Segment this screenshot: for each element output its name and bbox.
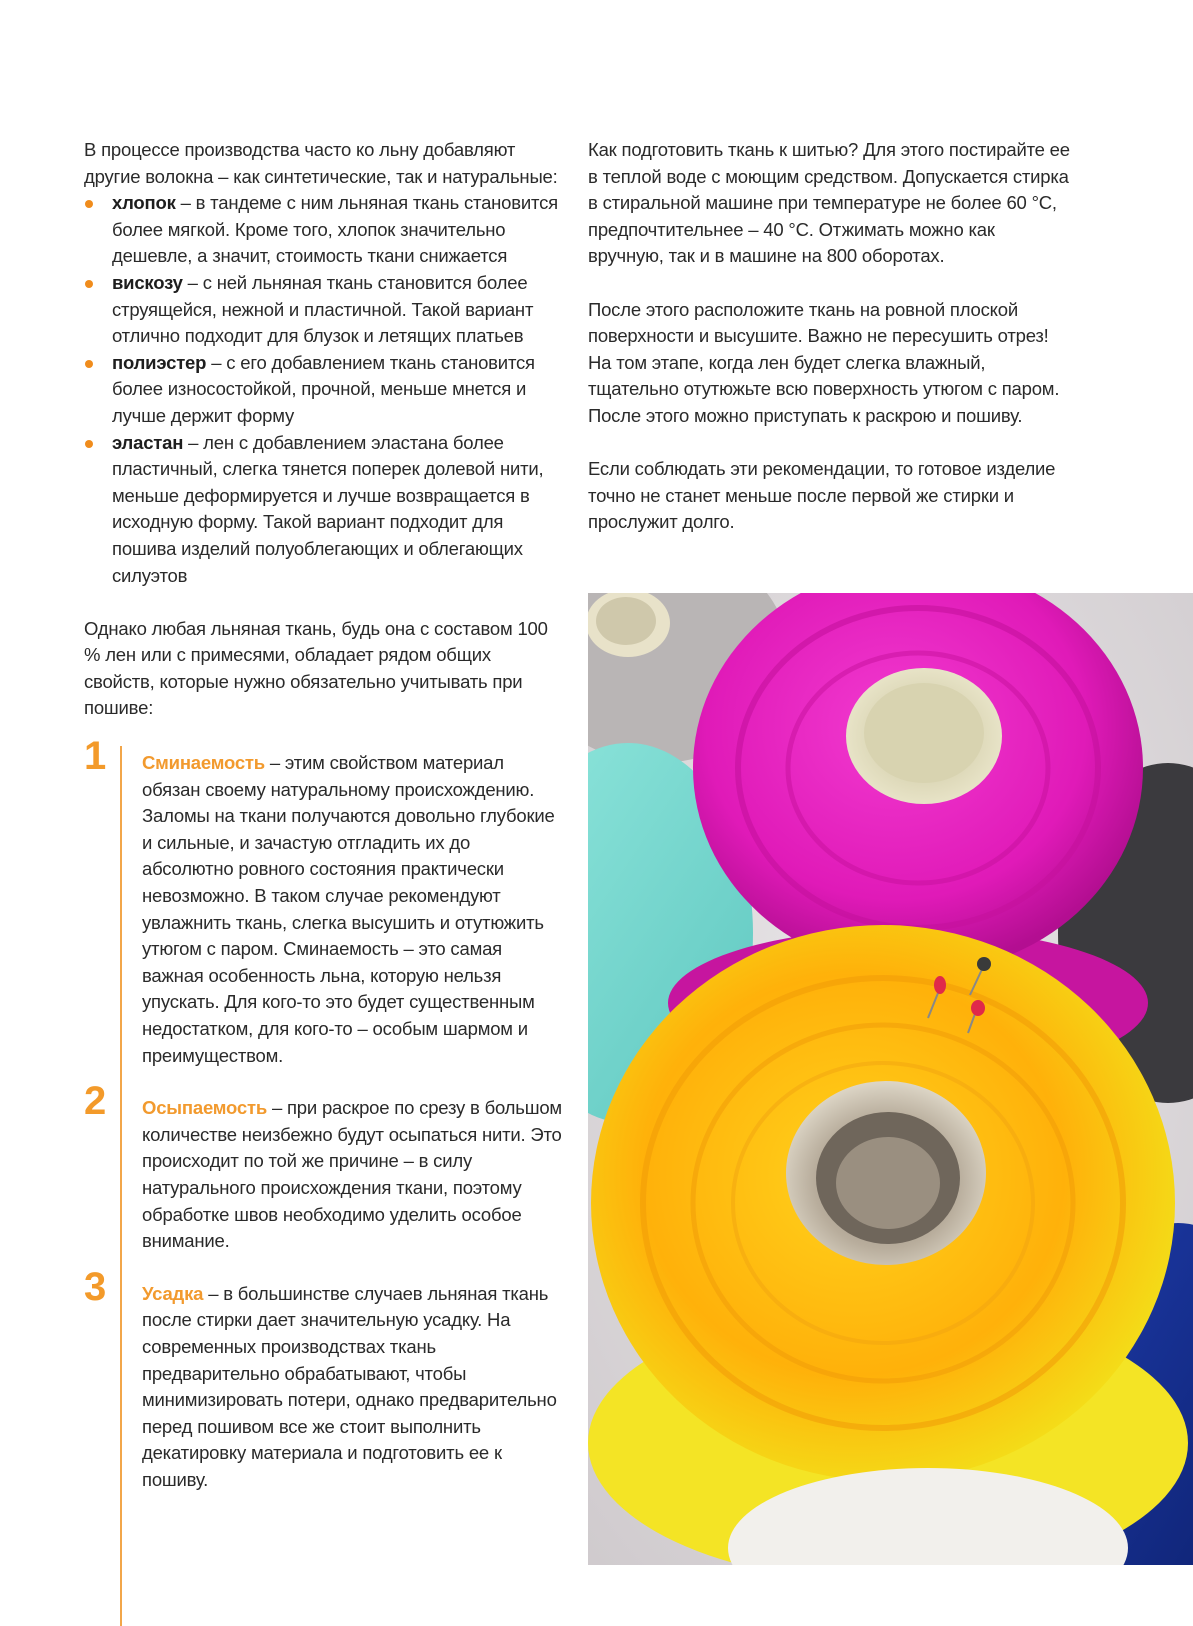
bullet-text: – с его добавлением ткань становится более износостойкой, прочной, меньше мнется и лучше держит форму (112, 351, 535, 426)
list-item (84, 430, 562, 590)
property-term: Усадка (142, 1282, 204, 1304)
bullet-term: вискозу (112, 271, 183, 293)
properties-intro: Однако любая льняная ткань, будь она с составом 100 % лен или с примесями, обладает рядом общих свойств, которые нужно обязательно учитывать при пошиве: (84, 617, 548, 719)
property-number: 2 (84, 1079, 107, 1124)
property-text: – в большинстве случаев льняная ткань после стирки дает значительную усадку. На современных производствах ткань предварительно обрабатывают, чтобы минимизировать потери, однако предварительно перед пошивом все же стоит выполнить декатировку материала и подготовить ее к пошиву. (142, 1282, 557, 1490)
property-item (84, 734, 562, 1069)
bullet-text: – в тандеме с ним льняная ткань становится более мягкой. Кроме того, хлопок значительно дешевле, а значит, стоимость ткани снижается (112, 192, 558, 267)
bullet-term: эластан (112, 431, 184, 453)
bullet-icon (85, 360, 93, 368)
conclusion-paragraph: Если соблюдать эти рекомендации, то готовое изделие точно не станет меньше после первой же стирки и прослужит долго. (588, 458, 1056, 533)
list-item (84, 190, 562, 270)
bullet-icon (85, 280, 93, 288)
list-item (84, 350, 562, 430)
property-number: 1 (84, 734, 107, 779)
property-text: – при раскрое по срезу в большом количестве неизбежно будут осыпаться нити. Это происходит по той же причине – в силу натурального происхождения ткани, поэтому обработке швов необходимо уделить особое внимание. (142, 1097, 562, 1252)
list-item (84, 270, 562, 350)
property-number: 3 (84, 1264, 107, 1309)
bullet-term: хлопок (112, 192, 176, 214)
bullet-text: – лен с добавлением эластана более пластичный, слегка тянется поперек долевой нити, меньше деформируется и лучше возвращается в исходную форму. Такой вариант подходит для пошива изделий полуоблегающих и облегающих силуэтов (112, 431, 544, 586)
bullet-text: – с ней льняная ткань становится более струящейся, нежной и пластичной. Такой вариант отлично подходит для блузок и летящих платьев (112, 271, 534, 347)
bullet-icon (85, 200, 93, 208)
property-term: Осыпаемость (142, 1097, 268, 1119)
property-text: – этим свойством материал обязан своему натуральному происхождению. Заломы на ткани получаются довольно глубокие и сильные, и зачастую отгладить их до абсолютно ровного состояния практически невозможно. В таком случае рекомендуют увлажнить ткань, слегка высушить и отутюжить утюгом с паром. Сминаемость – это самая важная особенность льна, которую нельзя упускать. Для кого-то это будет существенным недостатком, для кого-то – особым шармом и преимуществом. (142, 752, 555, 1066)
property-item (84, 1264, 562, 1494)
left-column (84, 137, 562, 1520)
fiber-list (84, 190, 562, 589)
intro-paragraph: В процессе производства часто ко льну добавляют другие волокна – как синтетические, так и натуральные: (84, 139, 558, 187)
prep-paragraph: Как подготовить ткань к шитью? Для этого постирайте ее в теплой воде с моющим средством. Допускается стирка в стиральной машине при температуре не более 60 °С, предпочтительнее – 40 °С. Отжимать можно как вручную, так и в машине на 800 оборотах. (588, 139, 1070, 267)
bullet-term: полиэстер (112, 351, 207, 373)
bullet-icon (85, 440, 93, 448)
property-term: Сминаемость (142, 752, 265, 774)
property-item (84, 1079, 562, 1255)
properties-list (84, 734, 562, 1493)
fabric-rolls-photo (588, 593, 1193, 1565)
drying-paragraph: После этого расположите ткань на ровной плоской поверхности и высушите. Важно не пересушить отрез! На том этапе, когда лен будет слегка влажный, тщательно отутюжьте всю поверхность утюгом с паром. После этого можно приступать к раскрою и пошиву. (588, 298, 1060, 426)
right-column (588, 137, 1073, 536)
